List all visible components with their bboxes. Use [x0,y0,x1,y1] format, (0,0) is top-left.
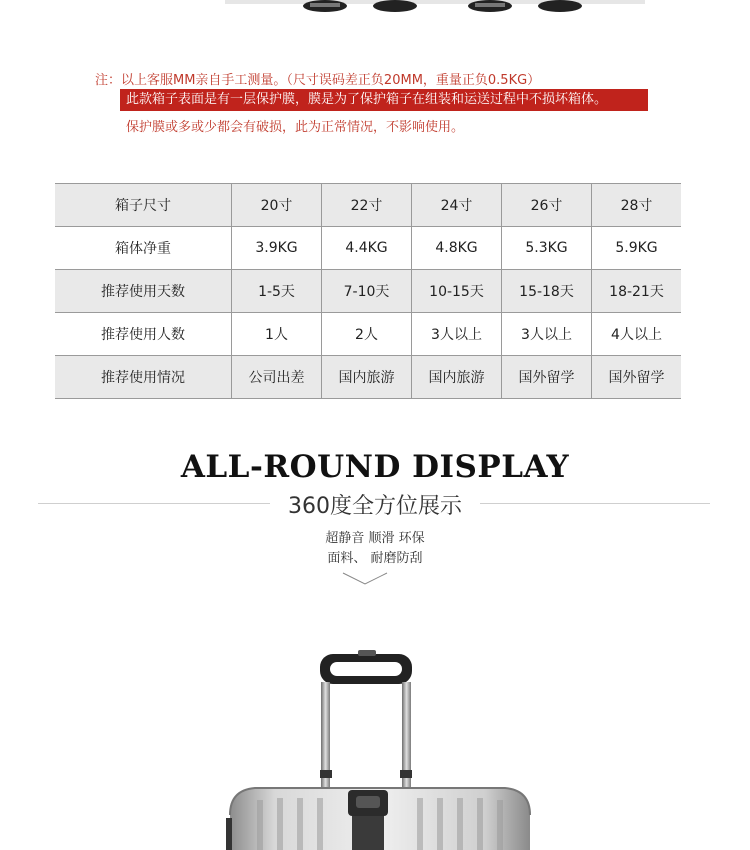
table-cell: 公司出差 [232,356,322,399]
table-row [55,356,681,399]
table-cell: 15-18天 [502,270,592,313]
table-cell: 国外留学 [502,356,592,399]
table-cell: 26寸 [502,184,592,227]
table-cell: 1人 [232,313,322,356]
chevron-down-icon [342,572,388,586]
suitcase-image [200,640,560,850]
row-header: 箱体净重 [55,227,232,270]
table-cell: 3.9KG [232,227,322,270]
row-header: 推荐使用情况 [55,356,232,399]
table-cell: 4.8KG [412,227,502,270]
feature-line: 面料、 耐磨防刮 [327,551,423,566]
table-cell: 28寸 [592,184,682,227]
table-cell: 20寸 [232,184,322,227]
table-row [55,227,681,270]
table-cell: 3人以上 [412,313,502,356]
suitcase-wheels-image [225,0,645,12]
table-cell: 4.4KG [322,227,412,270]
spec-table [55,183,681,399]
protective-film-banner: 此款箱子表面是有一层保护膜，膜是为了保护箱子在组装和运送过程中不损坏箱体。 [120,89,648,111]
table-cell: 10-15天 [412,270,502,313]
table-cell: 18-21天 [592,270,682,313]
table-row [55,184,681,227]
table-cell: 3人以上 [502,313,592,356]
measurement-note: 注：以上客服MM亲自手工测量。（尺寸误码差正负20MM，重量正负0.5KG） [95,73,541,88]
row-header: 推荐使用天数 [55,270,232,313]
table-cell: 国内旅游 [322,356,412,399]
table-row [55,270,681,313]
table-cell: 2人 [322,313,412,356]
row-header: 箱子尺寸 [55,184,232,227]
film-damage-note: 保护膜或多或少都会有破损，此为正常情况，不影响使用。 [126,120,465,135]
table-cell: 1-5天 [232,270,322,313]
table-row [55,313,681,356]
table-cell: 5.9KG [592,227,682,270]
table-cell: 24寸 [412,184,502,227]
table-cell: 5.3KG [502,227,592,270]
table-cell: 国内旅游 [412,356,502,399]
table-cell: 22寸 [322,184,412,227]
table-cell: 4人以上 [592,313,682,356]
feature-line: 超静音 顺滑 环保 [325,531,425,546]
section-subtitle: 360度全方位展示 [288,494,462,519]
table-cell: 7-10天 [322,270,412,313]
section-title: ALL-ROUND DISPLAY [180,449,570,485]
table-cell: 国外留学 [592,356,682,399]
row-header: 推荐使用人数 [55,313,232,356]
